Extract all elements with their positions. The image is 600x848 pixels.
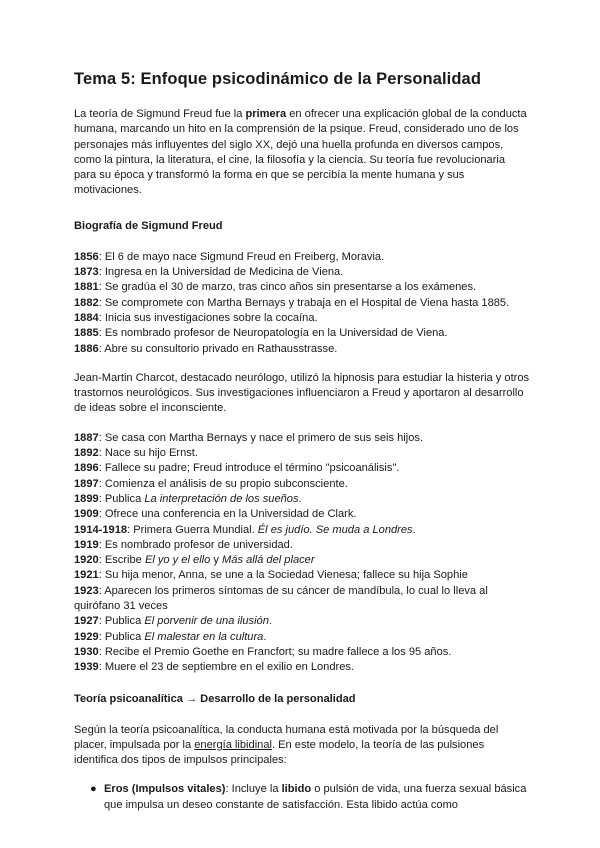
timeline-year: 1882 xyxy=(74,296,99,309)
timeline-text-end: . xyxy=(298,492,302,505)
timeline-text: : Recibe el Premio Goethe en Francfort; su madre fallece a los 95 años. xyxy=(98,645,452,658)
timeline-year: 1914-1918 xyxy=(74,523,128,536)
timeline-text: : Su hija menor, Anna, se une a la Sociedad Vienesa; fallece su hija Sophie xyxy=(98,569,468,582)
timeline-entry xyxy=(74,553,530,568)
timeline-year: 1886 xyxy=(74,342,99,355)
theory-text-2: . En este modelo, la teoría de las pulsiones identifica dos tipos de impulsos principales: xyxy=(74,738,485,767)
timeline-italic-note: Él es judío. Se muda a Londres xyxy=(257,523,413,536)
timeline-entry xyxy=(74,614,530,629)
timeline-entry xyxy=(74,492,530,507)
drive-text-1: : Incluye la xyxy=(225,783,282,796)
timeline-year: 1899 xyxy=(74,492,99,505)
timeline-year: 1887 xyxy=(74,431,99,444)
timeline-text: : El 6 de mayo nace Sigmund Freud en Freiberg, Moravia. xyxy=(98,250,385,263)
book-title: El porvenir de una ilusión xyxy=(144,615,269,628)
timeline-text: : Es nombrado profesor de universidad. xyxy=(98,538,293,551)
libidinal-energy-link[interactable]: energía libidinal xyxy=(194,738,272,751)
intro-text-1: La teoría de Sigmund Freud fue la xyxy=(74,108,246,120)
timeline-year: 1923 xyxy=(74,584,99,597)
timeline-text: : Fallece su padre; Freud introduce el término "psicoanálisis". xyxy=(98,462,400,475)
timeline-text: : Aparecen los primeros síntomas de su cáncer de mandíbula, lo cual lo lleva al quirófano 31 veces xyxy=(74,584,488,613)
timeline-text-end: . xyxy=(268,615,272,628)
timeline-entry xyxy=(74,446,530,461)
drives-list xyxy=(74,782,530,813)
timeline-entry xyxy=(74,296,530,311)
intro-text-2: en ofrecer una explicación global de la conducta humana, marcando un hito en la comprensión de la psique. Freud, considerado uno de los personajes más influyentes del siglo XX, dejó una huella profunda en diversos campos, como la pintura, la literatura, el cine, la filosofía y la ciencia. Su teoría fue revolucionaria para su época y transformó la forma en que se percibía la mente humana y sus motivaciones. xyxy=(74,108,527,197)
intro-emphasis: primera xyxy=(245,108,287,120)
theory-heading: Teoría psicoanalítica → Desarrollo de la personalidad xyxy=(74,692,356,705)
document-content xyxy=(74,70,530,813)
timeline-text: : Publica xyxy=(98,630,145,643)
timeline-year: 1927 xyxy=(74,615,99,628)
timeline-text: : Nace su hijo Ernst. xyxy=(98,447,198,460)
theory-paragraph xyxy=(74,723,530,769)
biography-heading: Biografía de Sigmund Freud xyxy=(74,219,223,232)
timeline-text: : Publica xyxy=(98,615,145,628)
timeline-year: 1892 xyxy=(74,447,99,460)
drive-text-2: o pulsión de vida, una fuerza sexual básica que impulsa un deseo constante de satisfacción. Esta libido actúa como xyxy=(104,783,527,811)
timeline-text: : Se gradúa el 30 de marzo, tras cinco años sin presentarse a los exámenes. xyxy=(98,281,477,294)
timeline-entry xyxy=(74,507,530,522)
timeline-text: : Abre su consultorio privado en Rathausstrasse. xyxy=(98,342,338,355)
timeline-entry xyxy=(74,523,530,538)
timeline-text: : Es nombrado profesor de Neuropatología en la Universidad de Viena. xyxy=(98,327,448,340)
bullet-icon: ● xyxy=(90,783,97,796)
timeline-text-mid: y xyxy=(210,554,223,567)
timeline-year: 1884 xyxy=(74,311,99,324)
timeline-entry xyxy=(74,250,530,265)
timeline-text: : Se compromete con Martha Bernays y trabaja en el Hospital de Viena hasta 1885. xyxy=(98,296,510,309)
timeline-entry xyxy=(74,326,530,341)
book-title: Más allá del placer xyxy=(222,554,315,567)
timeline-text: : Publica xyxy=(98,492,145,505)
book-title: El malestar en la cultura xyxy=(144,630,264,643)
timeline-entry xyxy=(74,461,530,476)
drive-term: Eros (Impulsos vitales) xyxy=(104,783,226,796)
theory-text-1: Según la teoría psicoanalítica, la conducta humana está motivada por la búsqueda del placer, impulsada por la xyxy=(74,723,499,751)
timeline-entry xyxy=(74,538,530,553)
timeline-entry xyxy=(74,630,530,645)
timeline-year: 1896 xyxy=(74,462,99,475)
timeline-year: 1920 xyxy=(74,554,99,567)
timeline-year: 1930 xyxy=(74,645,99,658)
timeline-list-1 xyxy=(74,250,530,357)
timeline-text-end: . xyxy=(412,523,416,536)
timeline-entry xyxy=(74,431,530,446)
timeline-text: : Se casa con Martha Bernays y nace el primero de sus seis hijos. xyxy=(98,431,424,444)
timeline-year: 1909 xyxy=(74,508,99,521)
timeline-entry xyxy=(74,584,530,615)
timeline-year: 1856 xyxy=(74,250,99,263)
timeline-list-2 xyxy=(74,431,530,676)
timeline-year: 1921 xyxy=(74,569,99,582)
list-item xyxy=(90,782,530,813)
drive-keyword: libido xyxy=(281,783,312,796)
timeline-text: : Escribe xyxy=(98,554,145,567)
timeline-year: 1897 xyxy=(74,477,99,490)
page-title: Tema 5: Enfoque psicodinámico de la Personalidad xyxy=(74,70,482,88)
charcot-paragraph: Jean-Martin Charcot, destacado neurólogo, utilizó la hipnosis para estudiar la histeria y otros trastornos neurológicos. Sus investigaciones influenciaron a Freud y aportaron al desarrollo de ideas sobre el inconsciente. xyxy=(74,371,530,415)
timeline-year: 1929 xyxy=(74,630,99,643)
timeline-entry xyxy=(74,265,530,280)
timeline-entry xyxy=(74,477,530,492)
timeline-text: : Ofrece una conferencia en la Universidad de Clark. xyxy=(98,508,357,521)
timeline-text: : Inicia sus investigaciones sobre la cocaína. xyxy=(98,311,318,324)
timeline-year: 1881 xyxy=(74,281,99,294)
timeline-year: 1919 xyxy=(74,538,99,551)
timeline-text: : Ingresa en la Universidad de Medicina de Viena. xyxy=(98,266,344,279)
book-title: La interpretación de los sueños xyxy=(144,492,299,505)
timeline-text: : Comienza el análisis de su propio subconsciente. xyxy=(98,477,348,490)
timeline-entry xyxy=(74,280,530,295)
timeline-entry xyxy=(74,568,530,583)
timeline-text: : Muere el 23 de septiembre en el exilio en Londres. xyxy=(98,661,354,674)
timeline-text: : Primera Guerra Mundial. xyxy=(127,523,258,536)
timeline-year: 1885 xyxy=(74,327,99,340)
timeline-year: 1939 xyxy=(74,661,99,674)
timeline-entry xyxy=(74,311,530,326)
timeline-entry xyxy=(74,342,530,357)
intro-paragraph xyxy=(74,107,530,199)
timeline-entry xyxy=(74,660,530,675)
timeline-text-end: . xyxy=(263,630,267,643)
timeline-entry xyxy=(74,645,530,660)
book-title: El yo y el ello xyxy=(144,554,211,567)
timeline-year: 1873 xyxy=(74,266,99,279)
